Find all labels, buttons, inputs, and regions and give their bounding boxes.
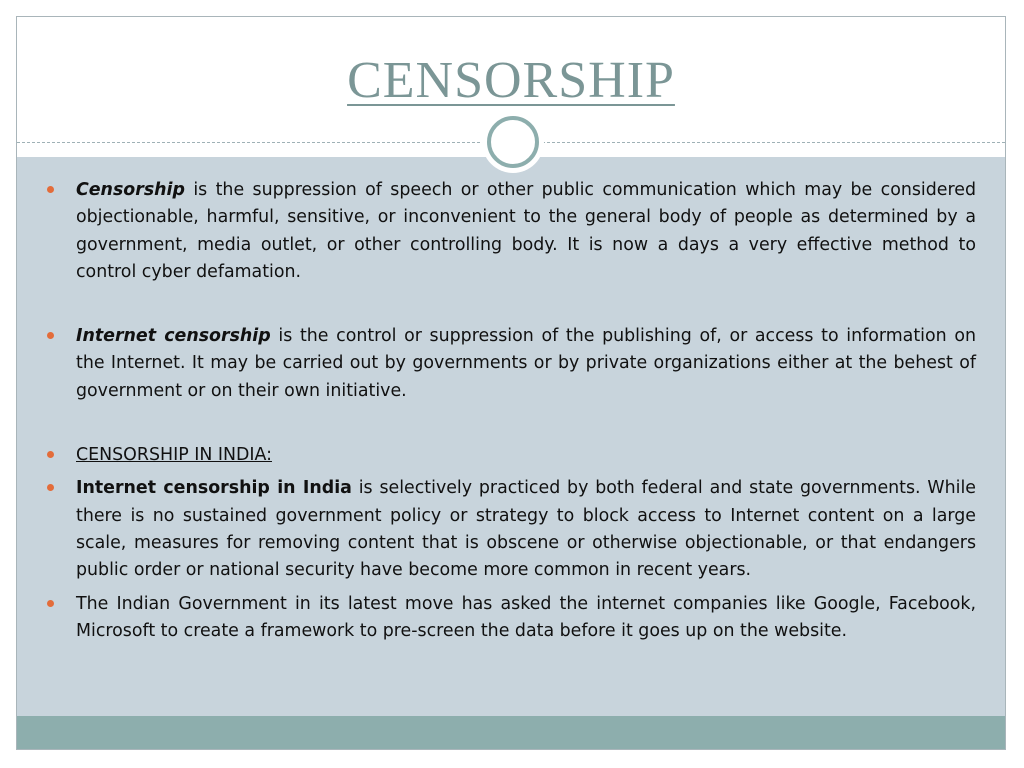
bullet-dot-icon: [47, 451, 54, 458]
bullet-lead-term: Censorship: [76, 180, 185, 200]
bullet-lead-term: Internet censorship: [76, 326, 271, 347]
bullet-dot-icon: [47, 332, 54, 339]
bullet-item: [47, 442, 976, 469]
bullet-dot-icon: [47, 600, 54, 607]
bullet-item: [47, 475, 976, 584]
footer-bar: [17, 716, 1005, 750]
bullet-text: is the suppression of speech or other public communication which may be considered objectionable, harmful, sensitive, or inconvenient to the general body of people as determined by a government, media outlet, or other controlling body. It is now a days a very effective method to control cyber defamation.: [76, 180, 976, 282]
bullet-text: is selectively practiced by both federal and state governments. While there is no sustained government policy or strategy to block access to Internet content on a large scale, measures for removing content that is obscene or otherwise objectionable, or that endangers public order or national security have become more common in recent years.: [76, 478, 976, 581]
circle-ornament-icon: [487, 116, 539, 168]
bullet-text: is the control or suppression of the publishing of, or access to information on the Internet. It may be carried out by governments or by private organizations either at the behest of government or on their own initiative.: [76, 326, 976, 401]
bullet-item: [47, 591, 976, 646]
bullet-lead-term: Internet censorship in India: [76, 478, 352, 499]
bullet-dot-icon: [47, 484, 54, 491]
bullet-text: The Indian Government in its latest move has asked the internet companies like Google, Facebook, Microsoft to create a framework to pre-screen the data before it goes up on the website.: [76, 593, 976, 641]
slide-frame: [16, 16, 1006, 750]
slide-title: CENSORSHIP: [347, 52, 675, 109]
section-heading: CENSORSHIP IN INDIA:: [76, 445, 272, 466]
bullet-item: [47, 177, 976, 286]
bullet-dot-icon: [47, 186, 54, 193]
bullet-item: [47, 323, 976, 405]
slide-body: [47, 177, 976, 645]
